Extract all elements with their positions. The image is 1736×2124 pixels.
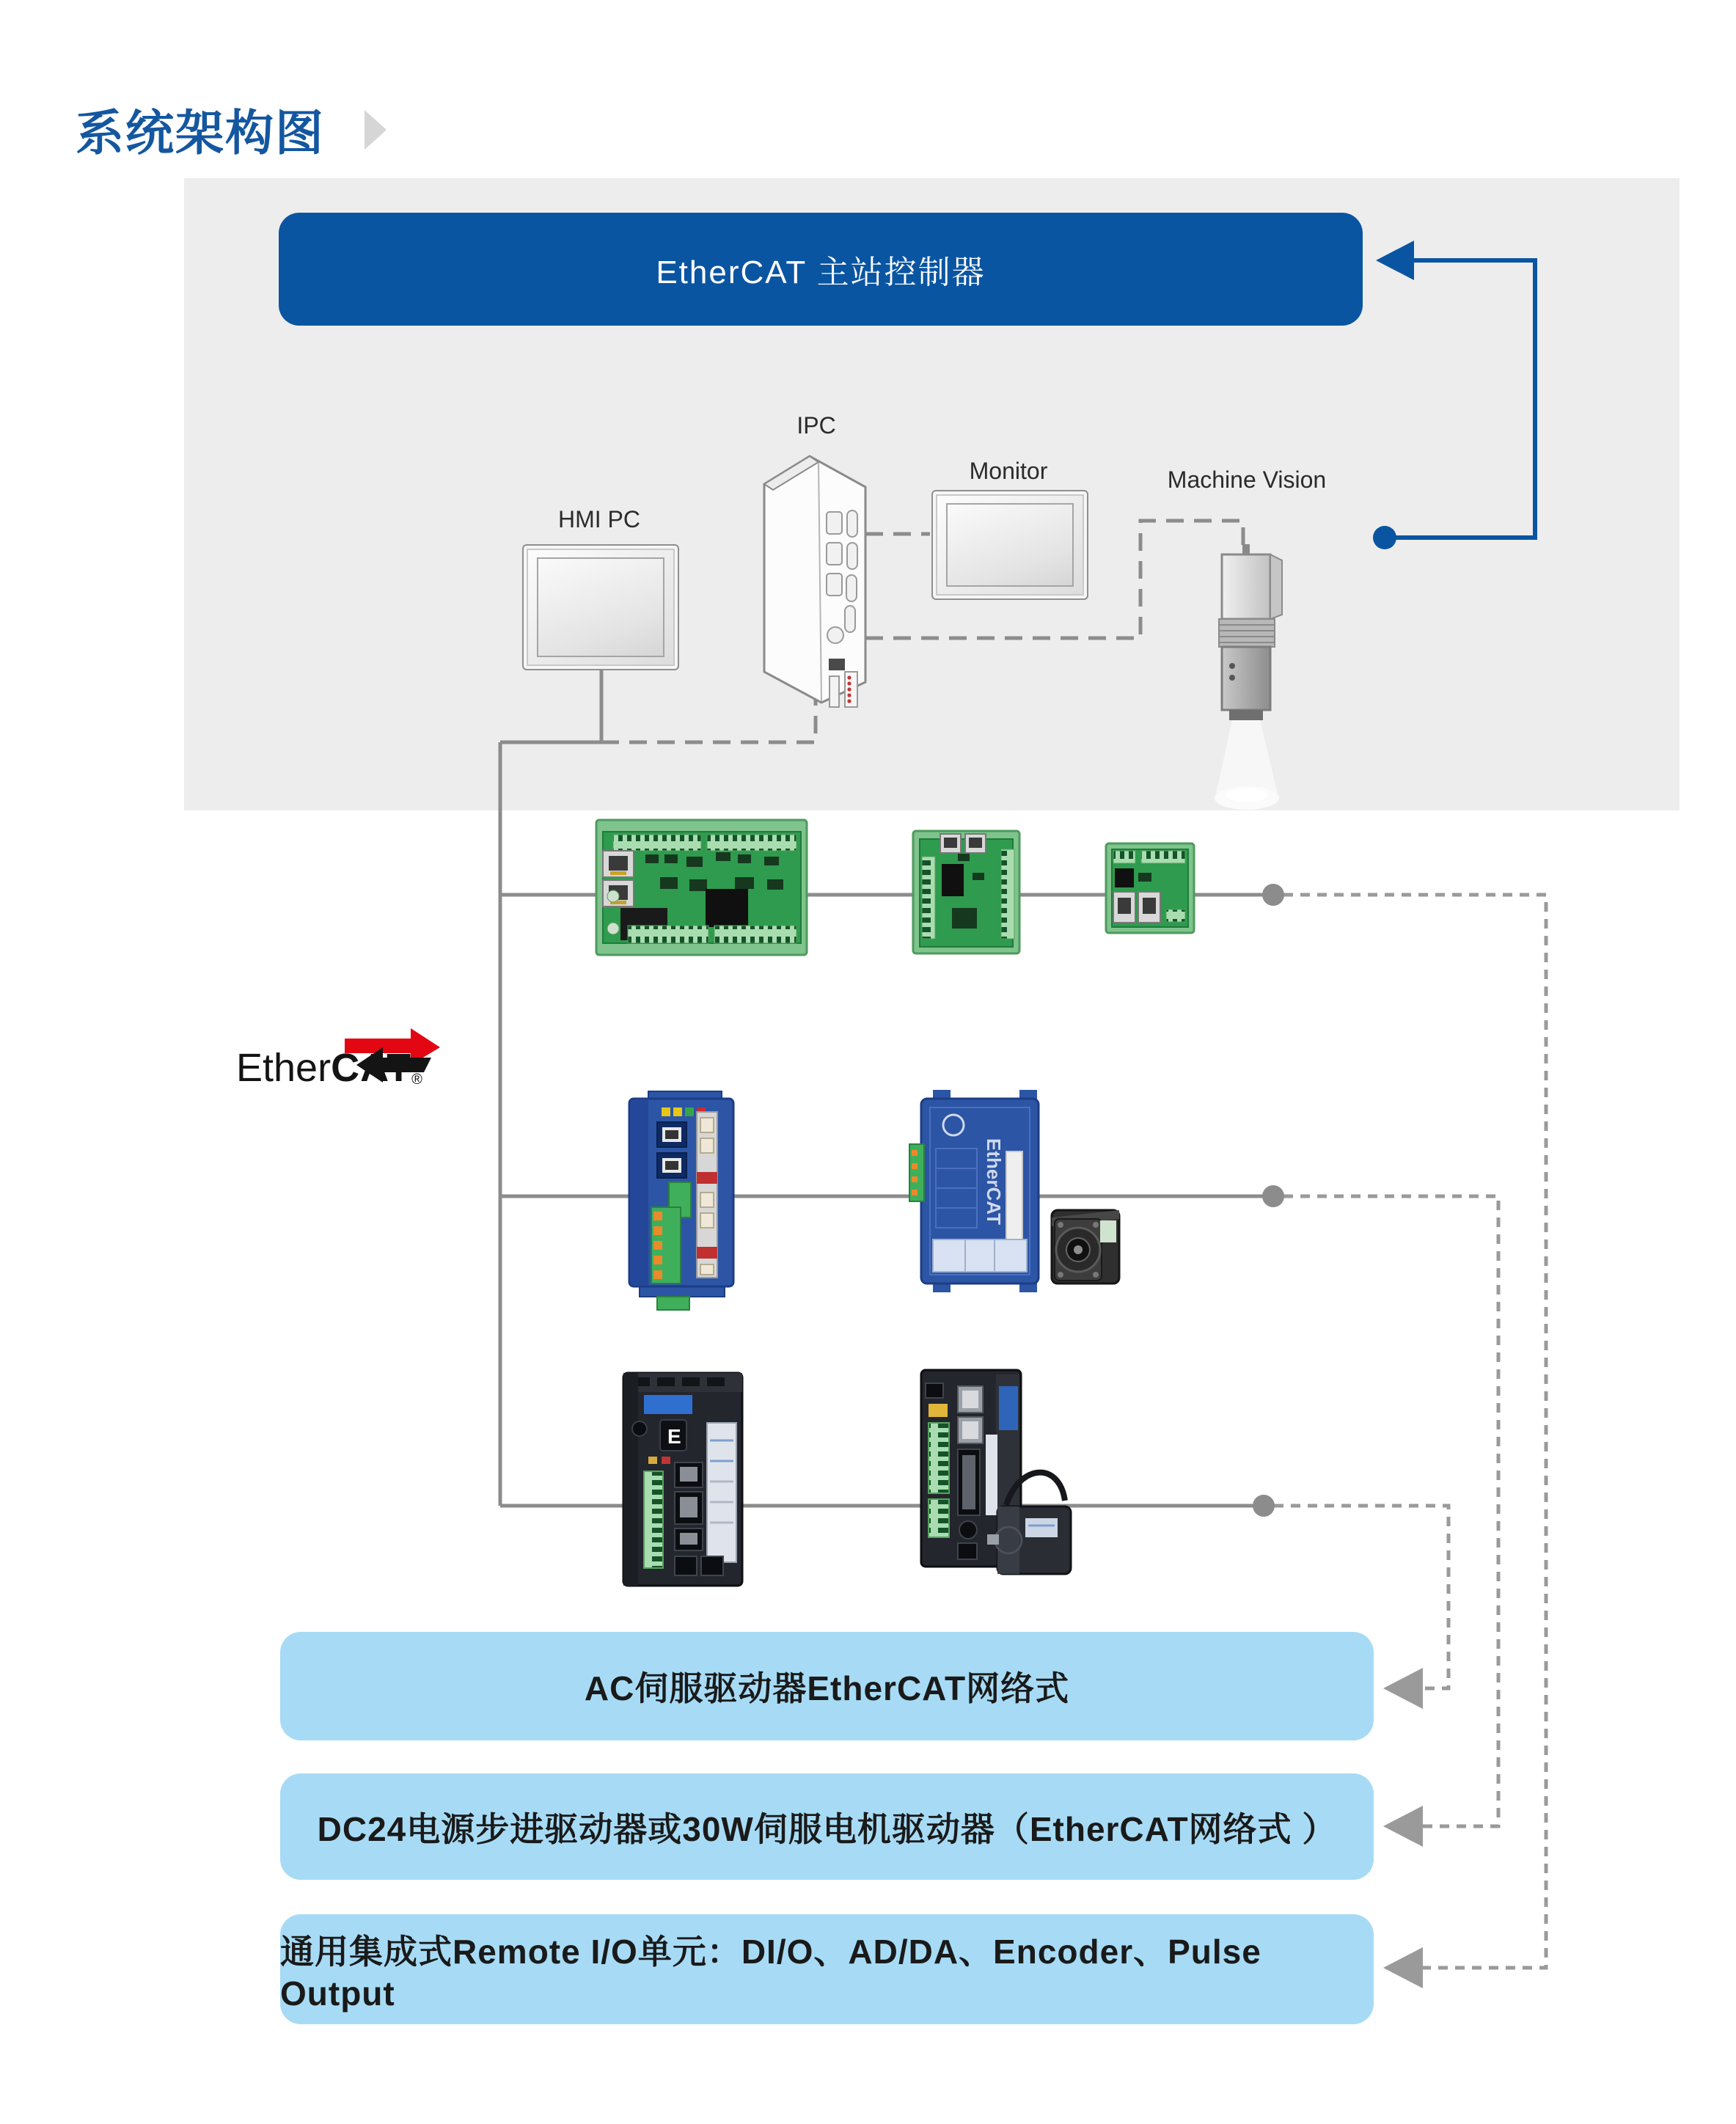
output-band-label: AC伺服驱动器EtherCAT网络式: [584, 1669, 1070, 1707]
master-controller-bar: [279, 213, 1363, 326]
ipc-illustration: [764, 456, 865, 707]
drive-brand-text: EtherCAT: [983, 1138, 1005, 1225]
hmi-pc-label: HMI PC: [558, 506, 640, 532]
io-board-large-illustration: [596, 820, 807, 955]
output-band-ac-servo: [280, 1632, 1374, 1740]
stepper-drive-1-illustration: [629, 1091, 733, 1310]
ipc-label: IPC: [796, 412, 836, 439]
stepper-motor-illustration: [1052, 1210, 1119, 1283]
page-title-text: 系统架构图: [76, 106, 325, 160]
master-controller-label: EtherCAT 主站控制器: [656, 254, 986, 290]
io-board-medium-illustration: [913, 831, 1019, 953]
io-board-small-illustration: [1106, 843, 1194, 933]
output-band-dc24-stepper: [280, 1773, 1374, 1880]
output-band-label: DC24电源步进驱动器或30W伺服电机驱动器（EtherCAT网络式 ）: [317, 1809, 1337, 1848]
machine-vision-camera-illustration: [1215, 544, 1282, 810]
ethercat-logo: [236, 1047, 422, 1089]
output-band-remote-io: [280, 1914, 1374, 2024]
monitor-label: Monitor: [969, 458, 1048, 484]
drive-logo-letter: E: [667, 1425, 681, 1448]
machine-vision-label: Machine Vision: [1167, 466, 1327, 493]
ethercat-logo-ether: Ether: [236, 1046, 332, 1090]
registered-mark: ®: [411, 1072, 422, 1088]
ac-servo-drive-1-illustration: [623, 1373, 742, 1586]
ethercat-logo-cat: CAT: [331, 1046, 412, 1090]
stepper-drive-2-illustration: [909, 1090, 1039, 1292]
output-band-label: 通用集成式Remote I/O单元：DI/O、AD/DA、Encoder、Pulse Output: [280, 1933, 1261, 2013]
camera-light-beam: [1216, 720, 1278, 794]
